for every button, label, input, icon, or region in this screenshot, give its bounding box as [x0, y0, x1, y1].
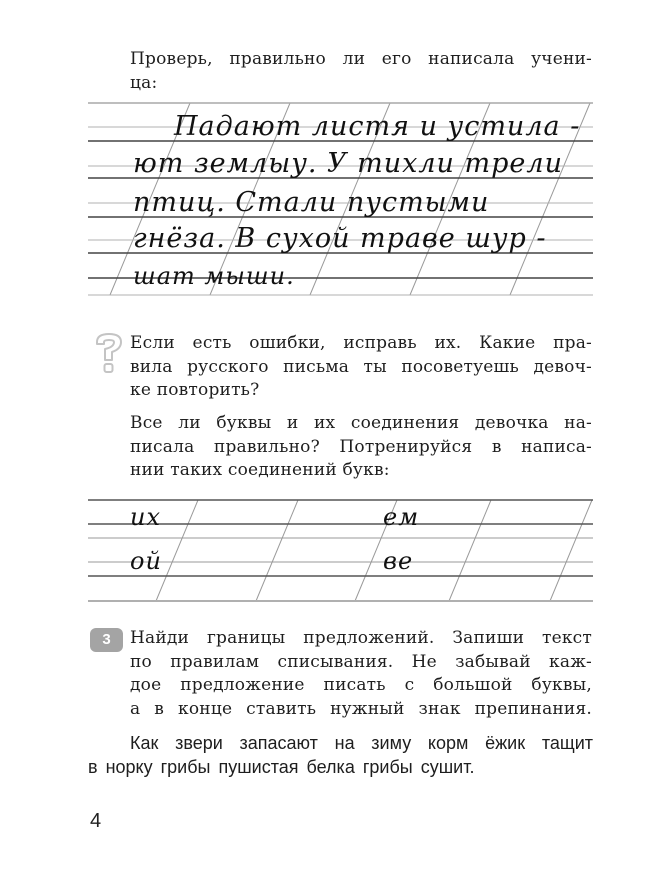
handwriting-line: птиц. Стали пустыми: [133, 187, 490, 218]
handwriting-line: ют землыу. У тихли трели: [133, 148, 563, 179]
handwriting-line: шат мыши.: [133, 262, 295, 290]
practice-line: Все ли буквы и их соединения девочка на-: [130, 413, 592, 433]
question-line: вила русского письма ты посоветуешь девоч-: [130, 356, 592, 377]
exercise3-line: Найди границы предложений. Запиши текст: [130, 628, 592, 648]
handwriting-line: Падают листя и устила -: [174, 111, 581, 142]
exercise3-line: дое предложение писать с большой буквы,: [130, 675, 592, 695]
practice-line: нии таких соединений букв:: [130, 460, 390, 480]
practice-letters: ой: [130, 547, 162, 575]
exercise3-text-line: Как звери запасают на зиму корм ёжик тащит: [130, 733, 593, 753]
practice-letters: ем: [383, 503, 420, 531]
practice-letters: ве: [383, 547, 414, 575]
handwriting-line: гнёза. В сухой траве шур -: [133, 223, 547, 254]
exercise3-line: а в конце ставить нужный знак препинания.: [130, 698, 592, 719]
exercise3-line: по правилам списывания. Не забывай каж-: [130, 651, 592, 672]
handwriting-ruled-block: [88, 100, 593, 300]
intro-paragraph: [130, 48, 592, 95]
question-line: ке повторить?: [130, 380, 260, 400]
intro-line: Проверь, правильно ли его написала учени-: [130, 49, 592, 69]
exercise-number-badge: 3: [90, 628, 123, 652]
practice-prompt: [130, 412, 592, 483]
practice-line: писала правильно? Потренируйся в написа-: [130, 436, 592, 457]
ruling-lines: [88, 497, 593, 605]
question-mark-icon: [94, 330, 124, 376]
exercise3-text: [88, 732, 593, 779]
page-number: 4: [90, 810, 102, 832]
intro-line: ца:: [130, 72, 158, 93]
exercise3-text-line: в норку грибы пушистая белка грибы сушит.: [88, 756, 475, 777]
question-paragraph: [130, 332, 592, 403]
practice-letters: их: [130, 503, 161, 531]
exercise3-instructions: [130, 627, 592, 721]
question-line: Если есть ошибки, исправь их. Какие пра-: [130, 333, 592, 353]
practice-ruled-block: [88, 497, 593, 605]
